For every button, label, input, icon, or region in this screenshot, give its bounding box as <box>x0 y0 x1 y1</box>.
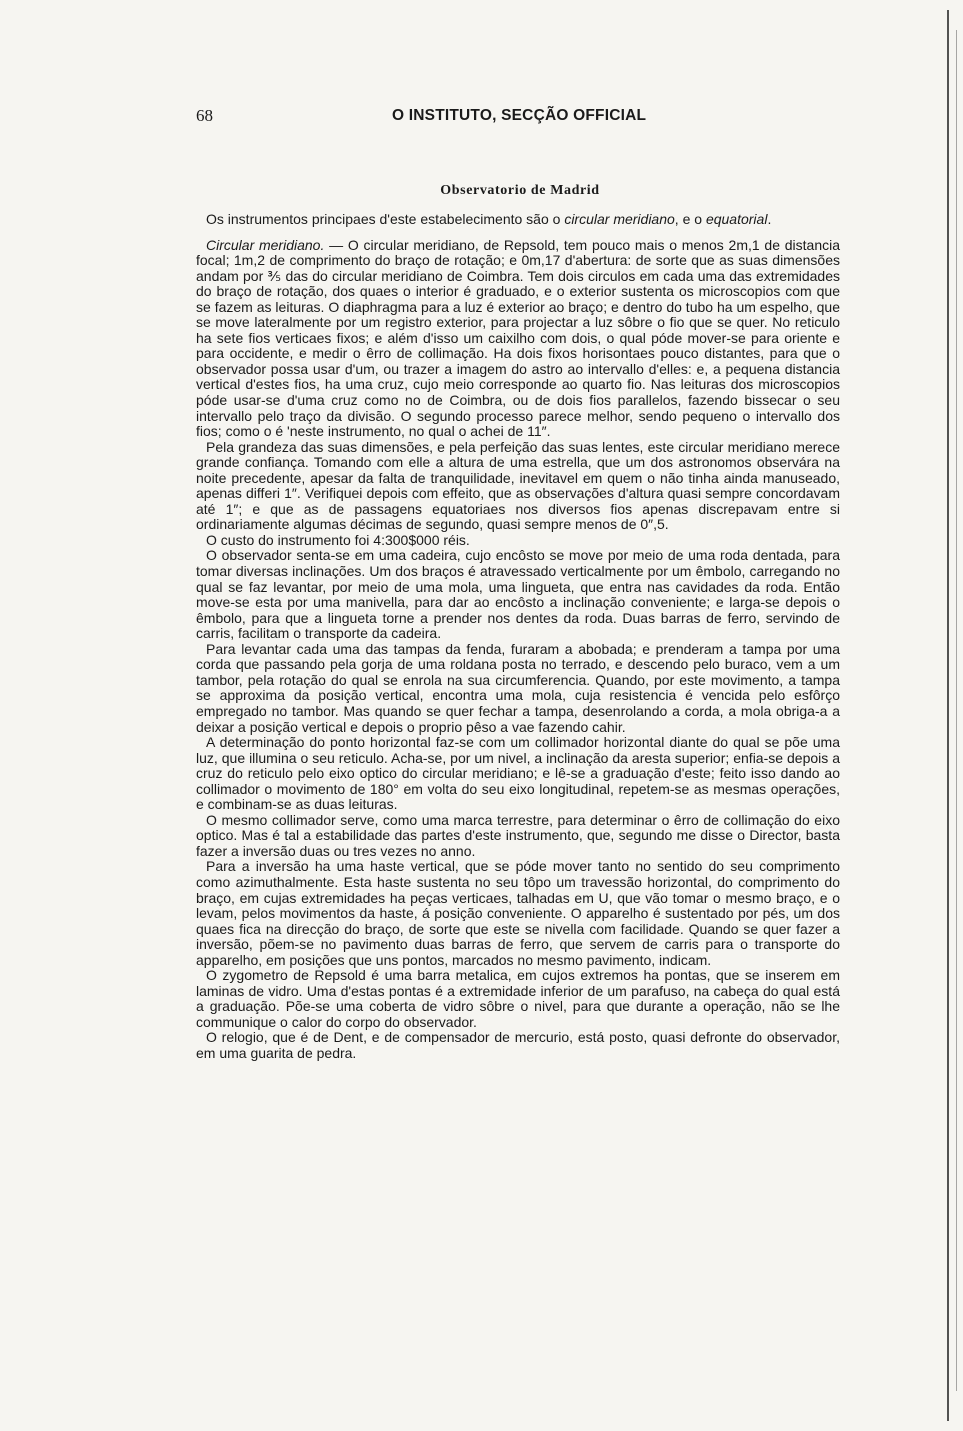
body-text <box>196 212 840 1062</box>
paragraph <box>196 642 840 735</box>
section-title: Observatorio de Madrid <box>440 183 600 198</box>
paragraph-text: O observador senta-se em uma cadeira, cujo encôsto se move por meio de uma roda dentada, para tomar diversas inclinações. Um dos braços é atravessado verticalmente por um êmbolo, carregando no qual se faz levantar, por meio de uma mola, uma lingueta, que entra nas cavidades da roda. Então move-se esta por uma manivella, para dar ao encôsto a inclinação conveniente; e larga-se depois o êmbolo, para que a lingueta torne a prender nos dentes da roda. Duas barras de ferro, servindo de carris, facilitam o transporte da cadeira. <box>196 547 840 642</box>
paragraph-text: O custo do instrumento foi 4:300$000 réis. <box>206 531 470 548</box>
page-edge-line <box>947 10 949 1421</box>
paragraph <box>196 735 840 813</box>
paragraph <box>196 548 840 641</box>
intro-text-a: Os instrumentos principaes d'este estabelecimento são o <box>206 211 565 227</box>
paragraph-text: O zygometro de Repsold é uma barra metalica, em cujos extremos ha pontas, que se inserem em laminas de vidro. Uma d'estas pontas é a extremidade inferior de um parafuso, na cabeça do qual está a graduação. Põe-se uma coberta de vidro sôbre o nivel, para que durante a operação, não se lhe communique o calor do corpo do observador. <box>196 967 840 1030</box>
paragraph-text: Pela grandeza das suas dimensões, e pela perfeição das suas lentes, este circular meridiano merece grande confiança. Tomando com elle a altura de uma estrella, que um dos astronomos observára na noite precedente, apesar da falta de tranquilidade, inevitavel em quem o não tinha ainda manuseado, apenas differi 1″. Verifiquei depois com effeito, que as observações d'altura quasi sempre concordavam até 1″; e que as de passagens equatoriaes nos diversos fios apenas discrepavam entre si ordinariamente algumas décimas de segundo, quasi sempre menos de 0″,5. <box>196 438 840 533</box>
intro-paragraph <box>196 212 840 228</box>
paragraph-text: Para levantar cada uma das tampas da fenda, furaram a abobada; e prenderam a tampa por uma corda que passando pela gorja de uma roldana posta no terrado, e descendo pelo buraco, vem a um tambor, pela rotação do qual se enrola na sua circumferencia. Quando, por este movimento, a tampa se approxima da posição vertical, encontra uma mola, cuja resistencia é vencida pelo esfôrço empregado no tambor. Mas quando se quer fechar a tampa, desenrolando a corda, a mola obriga-a a deixar a posição vertical e depois o proprio pêso a vae fazendo cahir. <box>196 640 840 735</box>
page-edge-line-secondary <box>956 30 957 1391</box>
paragraph-text: Para a inversão ha uma haste vertical, que se póde mover tanto no sentido do seu comprimento como azimuthalmente. Esta haste sustenta no seu tôpo um travessão horizontal, do comprimento do braço, em cujas extremidades ha peças verticaes, talhadas em U, que vão tomar o mesmo braço, e o levam, pelos movimentos da haste, á posição conveniente. O apparelho é sustentado por pés, um dos quaes fica na direcção do braço, de sorte que este se nivella com facilidade. Quando se quer fazer a inversão, põem-se no pavimento duas barras de ferro, que servem de carris para o transporte do apparelho, em posições que uns pontos, marcados no mesmo pavimento, indicam. <box>196 858 840 968</box>
paragraph <box>196 440 840 533</box>
intro-term-equatorial: equatorial <box>705 211 768 227</box>
page-number: 68 <box>196 106 213 125</box>
paragraph <box>196 238 840 440</box>
intro-text-b: , e o <box>674 211 706 227</box>
paragraph <box>196 1030 840 1061</box>
paragraph <box>196 813 840 860</box>
paragraph-text: — O circular meridiano, de Repsold, tem pouco mais o menos 2m,1 de distancia focal; 1m,2 de comprimento do braço de rotação; e 0m,17 d'abertura: de sorte que as suas dimensões andam por ⅗ das do circular meridiano de Coimbra. Tem dois circulos em cada uma das extremidades do braço de rotação, dos quaes o interior é graduado, e o exterior sustenta os microscopios com que se fazem as leituras. O diaphragma para a luz é exterior ao braço; e dentro do tubo ha um espelho, que se move lateralmente por um registro exterior, para projectar a luz sôbre o fio que se quer. No reticulo ha sete fios verticaes fixos; e além d'isso um caixilho com dois, o qual póde mover-se para oriente e para occidente, e medir o êrro de collimação. Ha dois fixos horisontaes pouco distantes, para que o observador possa usar d'um, ou trazer a imagem do astro ao intervallo d'elles: e, a pequena distancia vertical d'estes fios, ha uma cruz, cujo meio corresponde ao quarto fio. Nas leituras dos microscopios póde usar-se d'uma cruz como no de Coimbra, ou de dois fios parallelos, fazendo bissecar o seu intervallo pelo traço da divisão. O segundo processo parece melhor, sendo pequeno o intervallo dos fios; como o é 'neste instrumento, no qual o achei de 11″. <box>196 236 841 440</box>
paragraph-lead: Circular meridiano. <box>206 236 325 253</box>
paragraph-text: O relogio, que é de Dent, e de compensador de mercurio, está posto, quasi defronte do observador, em uma guarita de pedra. <box>196 1029 840 1061</box>
paragraph <box>196 533 840 549</box>
running-header <box>196 106 656 128</box>
running-title: O INSTITUTO, SECÇÃO OFFICIAL <box>392 107 647 124</box>
paragraph-text: O mesmo collimador serve, como uma marca terrestre, para determinar o êrro de collimação do eixo optico. Mas é tal a estabilidade das partes d'este instrumento, que, segundo me disse o Director, basta fazer a inversão duas ou tres vezes no anno. <box>196 811 840 859</box>
paragraph <box>196 859 840 968</box>
intro-term-circular: circular meridiano <box>564 211 675 227</box>
paragraph-text: A determinação do ponto horizontal faz-se com um collimador horizontal diante do qual se põe uma luz, que illumina o seu reticulo. Acha-se, por um nivel, a inclinação da aresta superior; enfia-se depois a cruz do reticulo pelo eixo optico do circular meridiano; e lê-se a graduação d'este; feito isso dando ao collimador o movimento de 180° em volta do seu eixo longitudinal, repetem-se as mesmas operações, e combinam-se as duas leituras. <box>196 734 840 813</box>
paragraph <box>196 968 840 1030</box>
intro-text-c: . <box>767 211 772 227</box>
